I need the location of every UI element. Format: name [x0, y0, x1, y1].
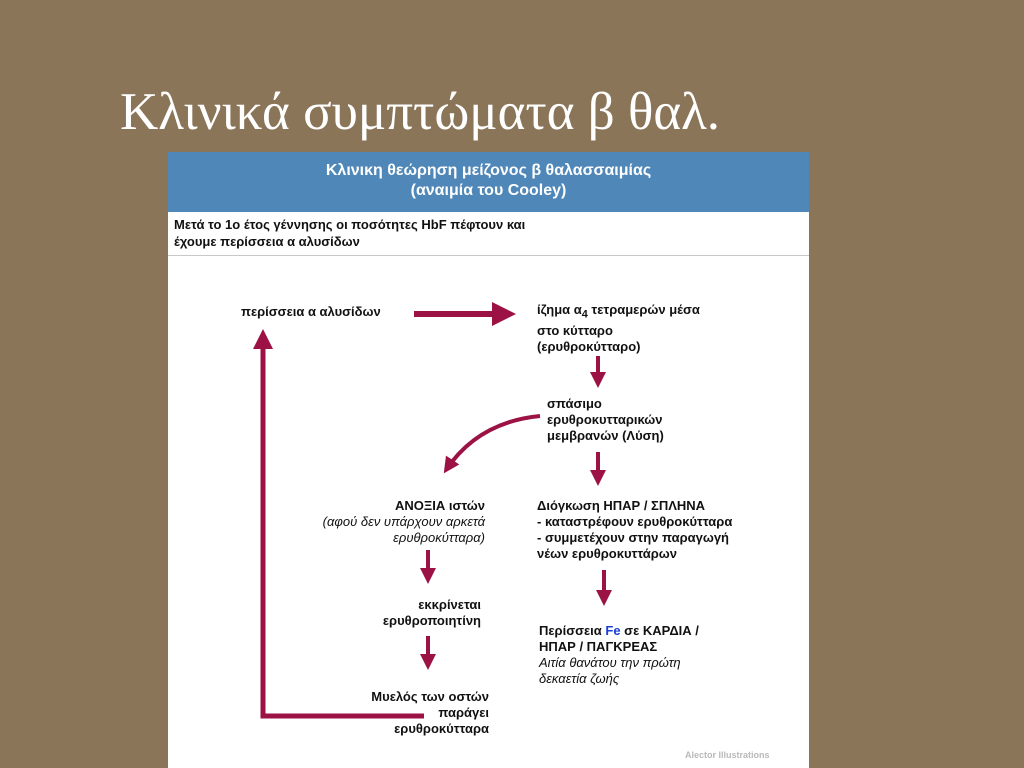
illustration-credit: Alector Illustrations [685, 750, 770, 760]
precipitate-line1 [537, 302, 700, 323]
fe-symbol: Fe [605, 623, 621, 638]
iron-suffix: σε ΚΑΡΔΙΑ / [620, 623, 699, 638]
header-title-line1: Κλινικη θεώρηση μείζονος β θαλασσαιμίας [325, 162, 652, 179]
node-excess-alpha [241, 304, 381, 320]
node-hypoxia [284, 498, 485, 546]
epo-line2: ερυθροποιητίνη [382, 613, 481, 628]
enlargement-line2: - καταστρέφουν ερυθροκύτταρα [537, 514, 733, 529]
node-membrane [547, 396, 664, 444]
epo-line1: εκκρίνεται [418, 597, 481, 612]
hypoxia-line1: ΑΝΟΞΙΑ ιστών [394, 498, 485, 513]
precipitate-prefix: ίζημα α [537, 302, 582, 317]
marrow-line1: Μυελός των οστών [371, 689, 489, 704]
enlargement-line4: νέων ερυθροκυττάρων [537, 546, 678, 561]
enlargement-line1: Διόγκωση ΗΠΑΡ / ΣΠΛΗΝΑ [537, 498, 706, 513]
node-enlargement [537, 498, 732, 562]
flow-arrows [168, 152, 809, 768]
slide-title: Κλινικά συμπτώματα β θαλ. [120, 83, 721, 141]
node-iron-overload [539, 623, 699, 687]
membrane-line1: σπάσιμο [547, 396, 602, 411]
hypoxia-line2: (αφού δεν υπάρχουν αρκετά [322, 514, 485, 529]
membrane-line3: μεμβρανών (Λύση) [547, 428, 664, 443]
header-title-line2: (αναιμία του Cooley) [410, 182, 567, 199]
iron-line4: δεκαετία ζωής [539, 671, 620, 686]
iron-line2: ΗΠΑΡ / ΠΑΓΚΡΕΑΣ [539, 639, 658, 654]
iron-prefix: Περίσσεια [539, 623, 606, 638]
intro-line2: έχουμε περίσσεια α αλυσίδων [174, 234, 360, 249]
marrow-line2: παράγει [438, 705, 489, 720]
node-epo [318, 597, 481, 629]
alpha-subscript: 4 [581, 308, 588, 321]
excess-alpha-label: περίσσεια α αλυσίδων [241, 304, 381, 319]
node-marrow [288, 689, 489, 737]
precipitate-line2: στο κύτταρο [537, 322, 613, 338]
iron-line1 [539, 623, 699, 639]
precipitate-suffix: τετραμερών μέσα [587, 302, 700, 317]
enlargement-line3: - συμμετέχουν στην παραγωγή [537, 530, 729, 545]
node-precipitate [537, 302, 700, 355]
arrow-membrane-to-hypoxia [446, 416, 540, 470]
precipitate-line3: (ερυθροκύτταρο) [537, 338, 641, 354]
intro-line1: Μετά το 1ο έτος γέννησης οι ποσότητες HbF πέφτουν και [174, 217, 526, 232]
iron-line3: Αιτία θανάτου την πρώτη [539, 655, 681, 670]
hypoxia-line3: ερυθροκύτταρα) [393, 530, 485, 545]
membrane-line2: ερυθροκυτταρικών [547, 412, 663, 427]
diagram-panel [168, 152, 809, 768]
marrow-line3: ερυθροκύτταρα [394, 721, 489, 736]
